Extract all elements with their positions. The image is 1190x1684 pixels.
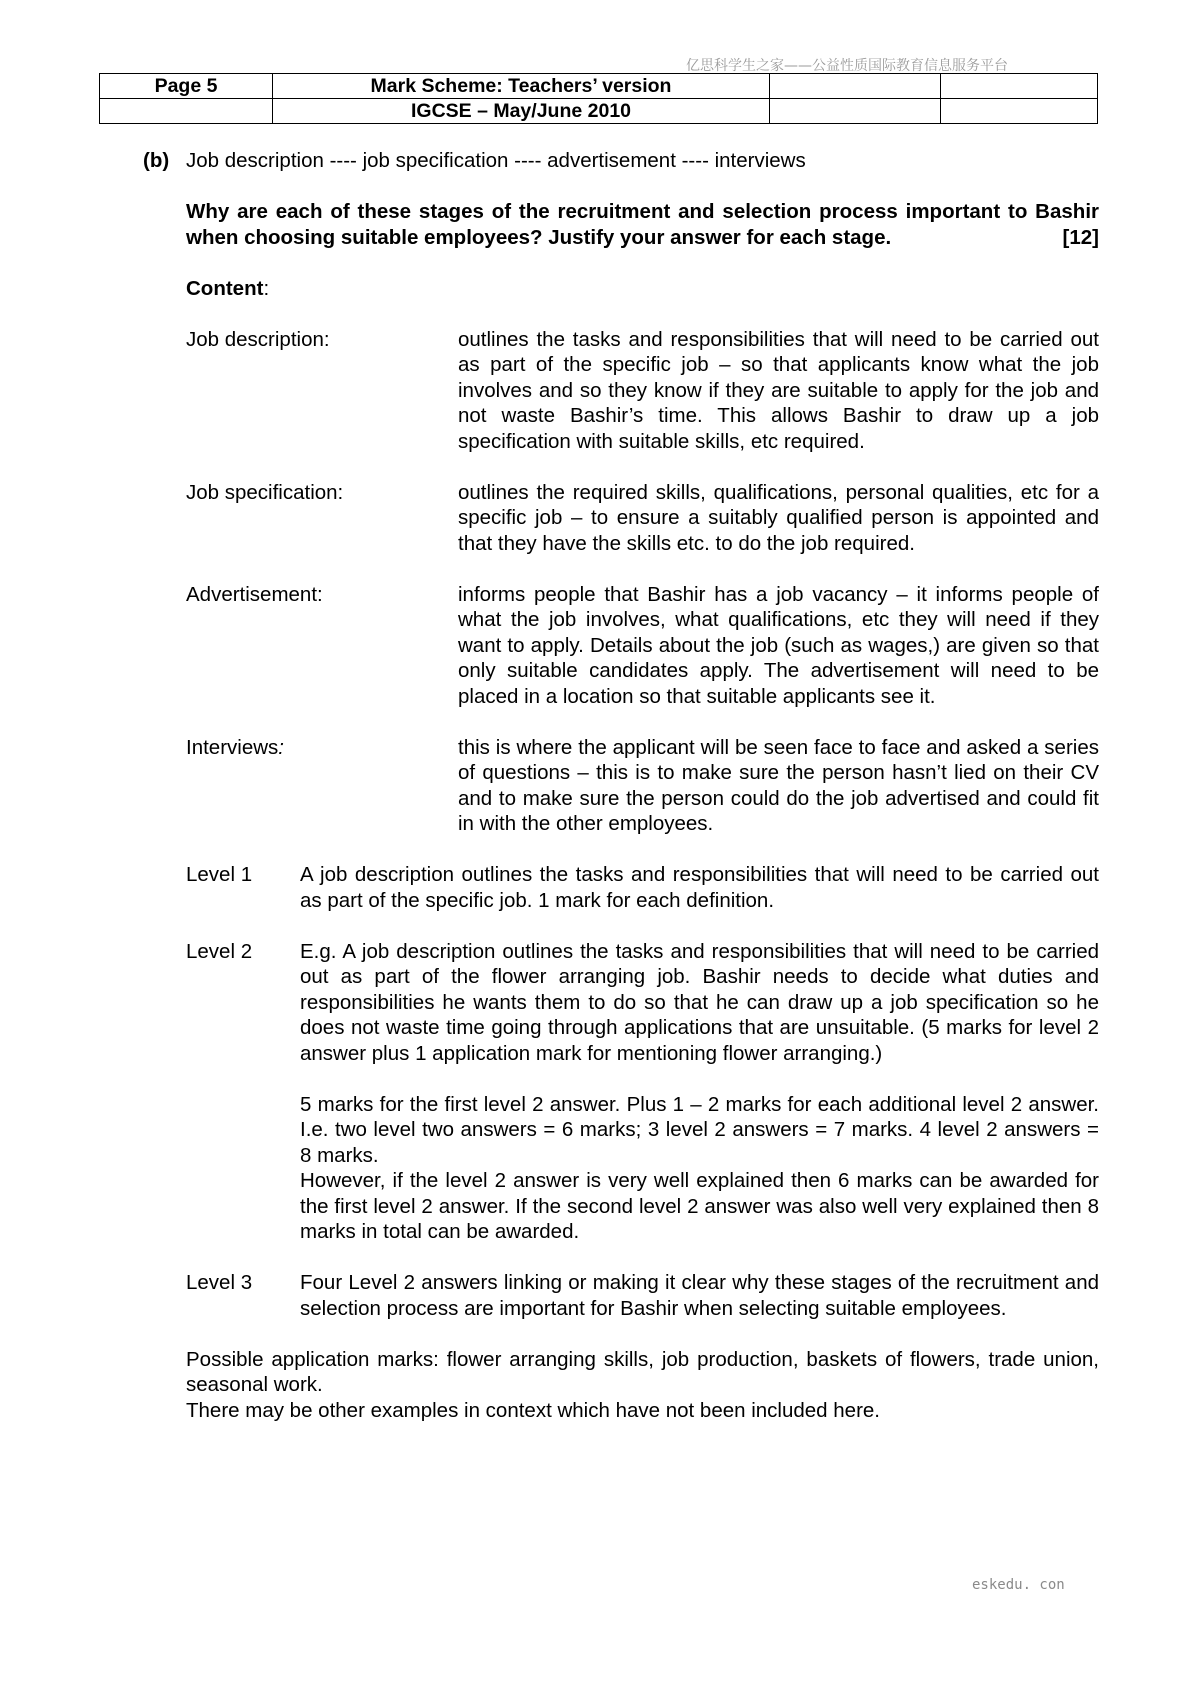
question-marks: [12] [1062, 225, 1099, 249]
question-line [143, 148, 1099, 174]
question-prompt-block [186, 199, 1099, 250]
level-label: Level 3 [186, 1271, 253, 1294]
level-label: Level 1 [186, 863, 253, 886]
content-heading: Content [186, 276, 264, 300]
question-letter: (b) [143, 149, 170, 172]
level-item [186, 1270, 1099, 1321]
document-title: Mark Scheme: Teachers’ version [273, 74, 770, 99]
level-text: E.g. A job description outlines the tasks and responsibilities that will need to be carried out as part of the flower arranging job. Bashir needs to decide what duties and responsibilities he wants them to do so that he can draw up a job specification so he does not waste time going through applications that are unsuitable. (5 marks for level 2 answer plus 1 application mark for mentioning flower arranging.) 5 marks for the first level 2 answer. Plus 1 – 2 marks for each additional level 2 answer. I.e. two level two answers = 6 marks; 3 level 2 answers = 7 marks. 4 level 2 answers = 8 marks. However, if the level 2 answer is very well explained then 6 marks can be awarded for the first level 2 answer. If the second level 2 answer was also well very explained then 8 marks in total can be awarded. [300, 939, 1099, 1243]
level-item [186, 862, 1099, 913]
content-item-label: Job description: [186, 327, 330, 351]
content-item-label: Advertisement: [186, 582, 323, 606]
level-text: A job description outlines the tasks and responsibilities that will need to be carried out as part of the specific job. 1 mark for each definition. [300, 863, 1099, 912]
content-item-text: outlines the required skills, qualifications, personal qualities, etc for a specific job – to ensure a suitably qualified person is appointed and that they have the skills etc. to do the job required. [458, 480, 1099, 555]
content-item [186, 735, 1099, 837]
content-heading-line: Content: [186, 276, 270, 300]
level-label: Level 2 [186, 939, 253, 963]
content-item-text: this is where the applicant will be seen face to face and asked a series of questions – this is to make sure the person hasn’t lied on their CV and to make sure the person could do the job advertised and could fit in with the other employees. [458, 735, 1099, 835]
question-prompt: Why are each of these stages of the recruitment and selection process important to Bashir when choosing suitable employees? Justify your answer for each stage. [186, 200, 1099, 249]
header-table [99, 73, 1098, 124]
content-item-label: Job specification: [186, 480, 344, 504]
other-examples-note: There may be other examples in context which have not been included here. [186, 1398, 880, 1422]
content-item [186, 327, 1099, 455]
level-item [186, 939, 1099, 1245]
exam-session: IGCSE – May/June 2010 [273, 99, 770, 124]
footer-site: eskedu. con [972, 1577, 1065, 1593]
mark-scheme-body [143, 148, 1099, 1423]
header-cell-empty [100, 99, 273, 124]
watermark: 亿思科学生之家——公益性质国际教育信息服务平台 [686, 58, 1008, 74]
header-cell-empty [770, 99, 941, 124]
level-text: Four Level 2 answers linking or making it clear why these stages of the recruitment and selection process are important for Bashir when selecting suitable employees. [300, 1271, 1099, 1320]
content-item-text: outlines the tasks and responsibilities that will need to be carried out as part of the specific job – so that applicants know what the job involves and so they know if they are suitable to apply for the job and not waste Bashir’s time. This allows Bashir to draw up a job specification with suitable skills, etc required. [458, 327, 1099, 453]
header-cell-empty [941, 74, 1098, 99]
content-item-text: informs people that Bashir has a job vacancy – it informs people of what the job involves, what qualifications, etc they will need if they want to apply. Details about the job (such as wages,) are given so that only suitable candidates apply. The advertisement will need to be placed in a location so that suitable applicants see it. [458, 582, 1099, 708]
content-item-label: Interviews: [186, 735, 284, 759]
header-cell-empty [770, 74, 941, 99]
header-cell-empty [941, 99, 1098, 124]
question-stages: Job description ---- job specification ---- advertisement ---- interviews [186, 149, 806, 172]
page-number: Page 5 [100, 74, 273, 99]
content-item [186, 480, 1099, 557]
content-list [186, 327, 1099, 1424]
content-item [186, 582, 1099, 710]
application-marks: Possible application marks: flower arranging skills, job production, baskets of flowers, trade union, seasonal work. [186, 1347, 1099, 1396]
